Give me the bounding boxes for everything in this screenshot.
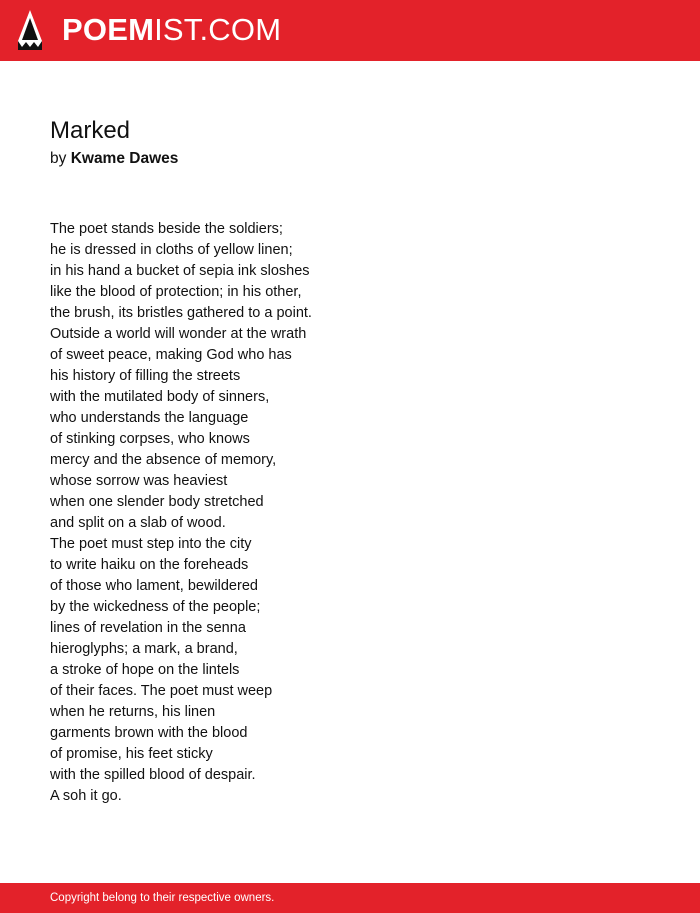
poem-line: of sweet peace, making God who has: [50, 347, 292, 363]
poem-author: Kwame Dawes: [70, 150, 179, 167]
poem-line: garments brown with the blood: [50, 725, 248, 741]
poem-line: mercy and the absence of memory,: [50, 452, 277, 468]
pen-nib-icon: [17, 9, 43, 51]
poem-line: with the spilled blood of despair.: [50, 767, 256, 783]
poem-line: in his hand a bucket of sepia ink sloshes: [50, 263, 310, 279]
poem-line: lines of revelation in the senna: [50, 620, 246, 636]
poem-line: Outside a world will wonder at the wrath: [50, 326, 307, 342]
logo-text-bold: POEM: [62, 12, 155, 47]
poem-line: by the wickedness of the people;: [50, 599, 261, 615]
copyright-text: Copyright belong to their respective owners.: [50, 892, 275, 904]
site-logo[interactable]: [62, 12, 281, 48]
poem-line: he is dressed in cloths of yellow linen;: [50, 242, 293, 258]
poem-line: his history of filling the streets: [50, 368, 241, 384]
poem-line: A soh it go.: [50, 788, 122, 804]
poem-line: The poet must step into the city: [50, 536, 252, 552]
poem-line: the brush, its bristles gathered to a point.: [50, 305, 312, 321]
site-footer: [0, 883, 700, 913]
poem-line: of their faces. The poet must weep: [50, 683, 273, 699]
by-label: by: [50, 150, 67, 167]
poem-line: hieroglyphs; a mark, a brand,: [50, 641, 238, 657]
poem-line: when he returns, his linen: [50, 704, 216, 720]
poem-line: of promise, his feet sticky: [50, 746, 213, 762]
poem-line: with the mutilated body of sinners,: [50, 389, 270, 405]
poem-line: whose sorrow was heaviest: [50, 473, 228, 489]
poem-body: [50, 219, 650, 807]
poem-byline: [50, 149, 178, 169]
poem-line: who understands the language: [50, 410, 249, 426]
poem-line: when one slender body stretched: [50, 494, 264, 510]
poem-line: like the blood of protection; in his other,: [50, 284, 302, 300]
poem-line: to write haiku on the foreheads: [50, 557, 249, 573]
poem-title: Marked: [50, 117, 131, 144]
poem-line: of stinking corpses, who knows: [50, 431, 250, 447]
site-header: [0, 0, 700, 61]
poem-line: The poet stands beside the soldiers;: [50, 221, 283, 237]
poem-line: of those who lament, bewildered: [50, 578, 258, 594]
poem-line: and split on a slab of wood.: [50, 515, 226, 531]
poem-line: a stroke of hope on the lintels: [50, 662, 240, 678]
logo-text-light: IST.COM: [154, 12, 282, 47]
